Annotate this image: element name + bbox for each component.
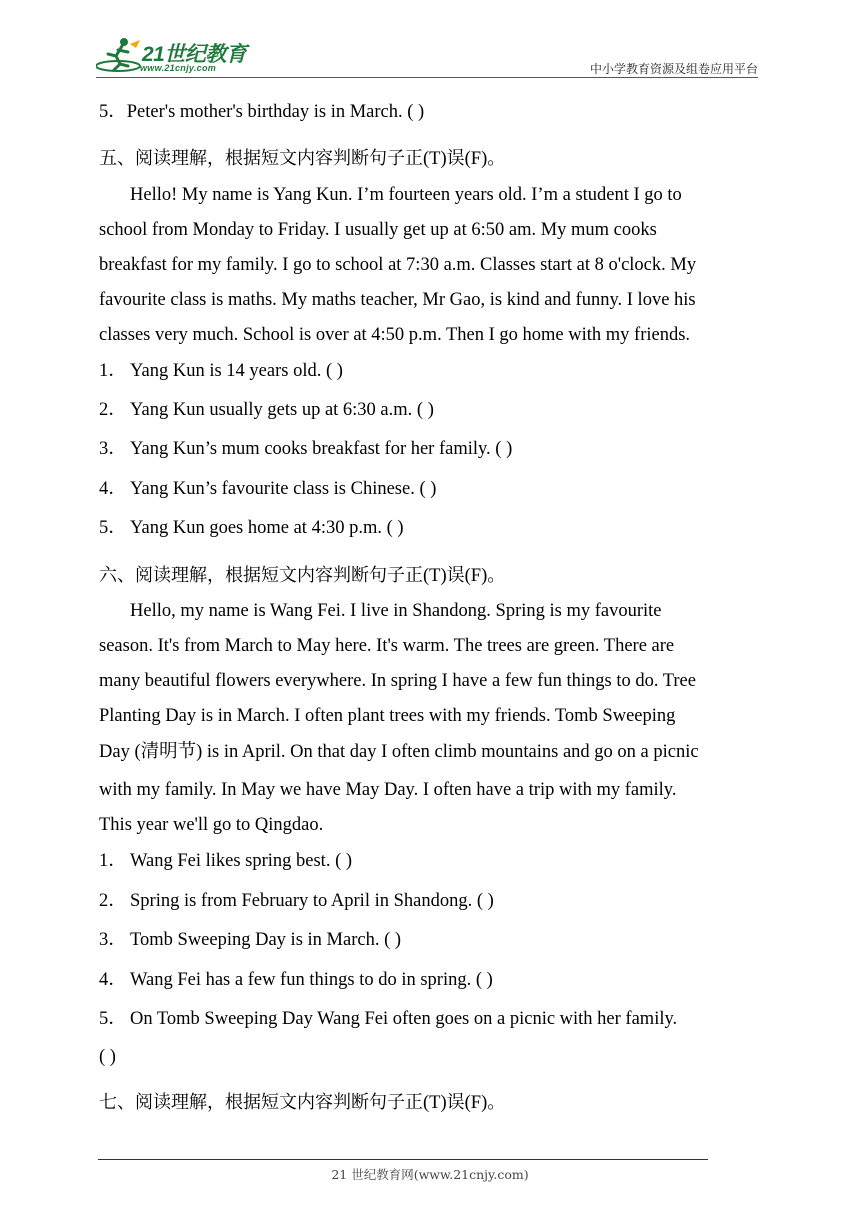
brand-url: www.21cnjy.com — [140, 63, 217, 73]
passage-line: with my family. In May we have May Day. I often have a trip with my family. — [99, 780, 677, 800]
passage-line: school from Monday to Friday. I usually get up at 6:50 am. My mum cooks — [99, 220, 657, 240]
footer-divider — [98, 1159, 708, 1160]
passage-line: Planting Day is in March. I often plant trees with my friends. Tomb Sweeping — [99, 706, 676, 726]
section-heading: 七、阅读理解，根据短文内容判断句子正(T)误(F)。 — [99, 1092, 506, 1113]
question-item: 4． Wang Fei has a few fun things to do in spring. ( ) — [99, 970, 493, 990]
question-item: 3． Tomb Sweeping Day is in March. ( ) — [99, 930, 402, 950]
passage-line: season. It's from March to May here. It's warm. The trees are green. There are — [99, 636, 675, 656]
section-heading: 六、阅读理解，根据短文内容判断句子正(T)误(F)。 — [99, 565, 506, 586]
page-footer: 21 世纪教育网(www.21cnjy.com) — [331, 1167, 529, 1182]
passage-line: Hello! My name is Yang Kun. I’m fourteen years old. I’m a student I go to — [130, 185, 682, 205]
header-divider — [96, 77, 758, 78]
passage-line: many beautiful flowers everywhere. In spring I have a few fun things to do. Tree — [99, 671, 696, 691]
passage-line: favourite class is maths. My maths teacher, Mr Gao, is kind and funny. I love his — [99, 290, 696, 310]
passage-line: Day (清明节) is in April. On that day I often climb mountains and go on a picnic — [99, 742, 699, 762]
question-item: 5． Yang Kun goes home at 4:30 p.m. ( ) — [99, 518, 404, 538]
answer-blank: ( ) — [99, 1047, 116, 1067]
page-header — [96, 30, 758, 78]
question-item: 2． Spring is from February to April in Shandong. ( ) — [99, 891, 494, 911]
question-item: 1． Yang Kun is 14 years old. ( ) — [99, 361, 343, 381]
brand-name: 21世纪教育 — [142, 43, 247, 66]
question-item: 4． Yang Kun’s favourite class is Chinese. ( ) — [99, 479, 437, 499]
passage-line: This year we'll go to Qingdao. — [99, 815, 324, 835]
question-item: 2． Yang Kun usually gets up at 6:30 a.m. ( ) — [99, 400, 434, 420]
question-item: 1． Wang Fei likes spring best. ( ) — [99, 851, 353, 871]
passage-line: breakfast for my family. I go to school at 7:30 a.m. Classes start at 8 o'clock. My — [99, 255, 697, 275]
runner-logo-icon — [96, 36, 144, 76]
question-item: 3． Yang Kun’s mum cooks breakfast for her family. ( ) — [99, 439, 513, 459]
passage-line: Hello, my name is Wang Fei. I live in Shandong. Spring is my favourite — [130, 601, 662, 621]
question-item: 5． On Tomb Sweeping Day Wang Fei often goes on a picnic with her family. — [99, 1009, 678, 1029]
passage-line: classes very much. School is over at 4:50 p.m. Then I go home with my friends. — [99, 325, 691, 345]
question-item: 5．Peter's mother's birthday is in March. ( ) — [99, 102, 425, 122]
logo — [96, 36, 266, 76]
header-tagline: 中小学教育资源及组卷应用平台 — [589, 62, 758, 76]
section-heading: 五、阅读理解，根据短文内容判断句子正(T)误(F)。 — [99, 148, 506, 169]
